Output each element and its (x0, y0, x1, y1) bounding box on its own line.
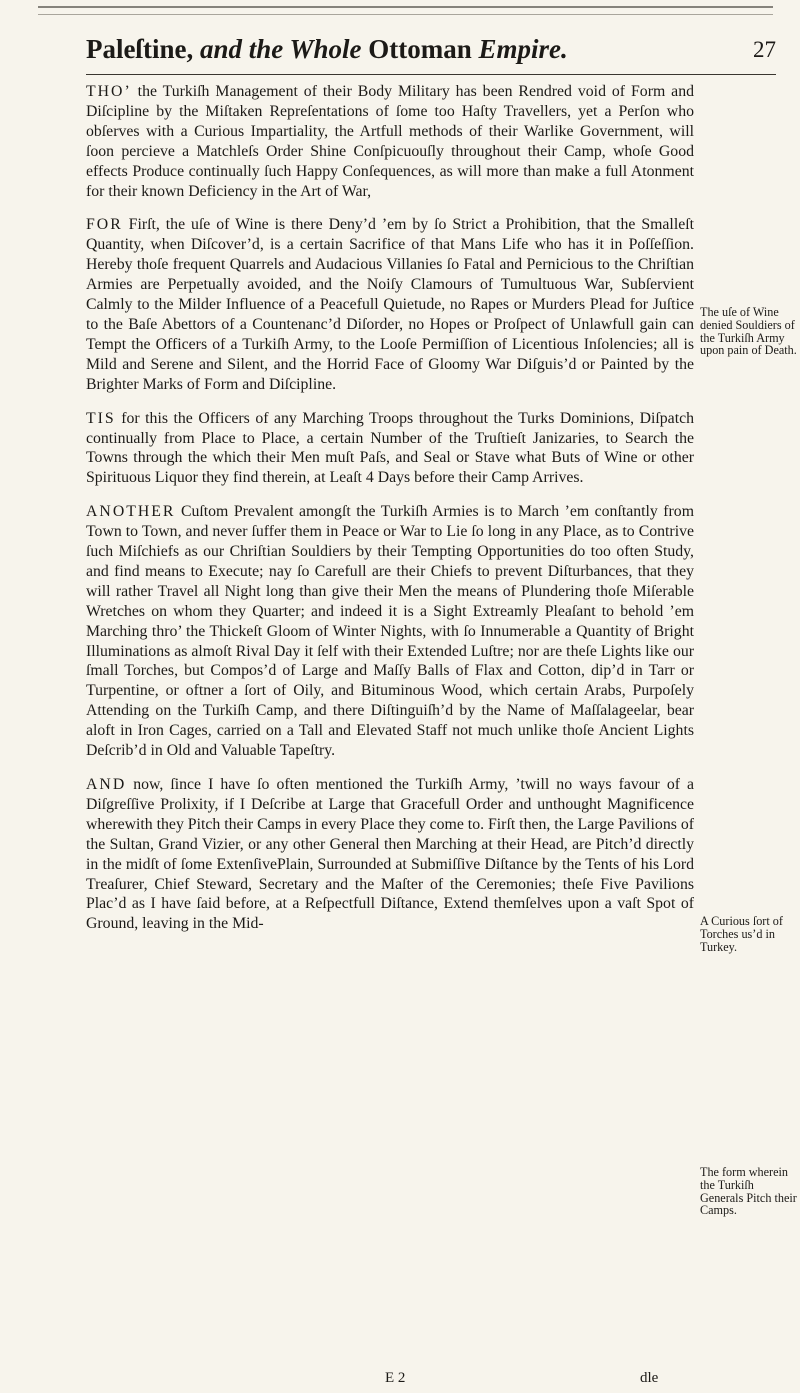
running-header (86, 34, 776, 74)
paragraph: THO’ the Turkiſh Management of their Body Military has been Rendred void of Form and Diſcipline by the Miſtaken Repreſentations of ſome too Haſty Travellers, yet a Perſon who obſerves with a Curious Impartiality, the Artfull methods of their Warlike Government, will ſoon percieve a Matchleſs Order Shine Conſpicuouſly throughout their Camp, whoſe Good effects Produce continually ſuch Happy Conſequences, as will more than make a full Atonment for their known Deficiency in the Art of War, (86, 83, 694, 200)
signature-mark: E 2 (385, 1370, 406, 1386)
paragraph: TIS for this the Officers of any Marching Troops throughout the Turks Dominions, Diſpatch continually from Place to Place, a certain Number of the Truſtieſt Janizaries, to Search the Towns through the which their Men muſt Paſs, and Seal or Stave what Buts of Wine or other Spirituous Liquor they find therein, at Leaſt 4 Days before their Camp Arrives. (86, 409, 694, 487)
page-top-border (38, 6, 773, 15)
running-title: Paleſtine, and the Whole Ottoman Empire. (86, 34, 568, 64)
header-rule (86, 74, 776, 75)
margin-note: The uſe of Wine denied Souldiers of the Turkiſh Army upon pain of Death. (700, 305, 797, 358)
catchword: dle (640, 1370, 659, 1386)
paragraph: FOR Firſt, the uſe of Wine is there Deny’d ’em by ſo Strict a Prohibition, that the Smalleſt Quantity, when Diſcover’d, is a certain Sacrifice of that Mans Life who has it in Poſſeſſion. Hereby thoſe frequent Quarrels and Audacious Villanies ſo Fatal and Pernicious to the Chriſtian Armies are Perpetually avoided, and the Noiſy Clamours of Tumultuous War, Subſervient Calmly to the Milder Influence of a Peacefull Quietude, no Rapes or Murders Plead for Juſtice to the Baſe Abettors of a Countenanc’d Diſorder, no Hopes or Proſpect of Unlawfull gain can Tempt the Officers of a Turkiſh Army, to the Looſe Permiſſion of Licentious Inſolencies; all is Mild and Serene and Silent, and the Horrid Face of Gloomy War Diſguis’d or Painted by the Brighter Marks of Form and Diſcipline. (86, 216, 694, 393)
paragraph: ANOTHER Cuſtom Prevalent amongſt the Turkiſh Armies is to March ’em conſtantly from Town to Town, and never ſuffer them in Peace or War to Lie ſo long in any Place, as to Contrive ſuch Miſchiefs as our Chriſtian Souldiers by their Tempting Opportunities do too often Study, and find means to Execute; nay ſo Carefull are their Chiefs to prevent Diſturbances, that they will rather Travel all Night long than give their Men the means of Plundering thoſe Miſerable Wretches on whom they Quarter; and indeed it is a Sight Extreamly Pleaſant to behold ’em Marching thro’ the Thickeſt Gloom of Winter Nights, with ſo Innumerable a Quantity of Bright Illuminations as almoſt Rival Day it ſelf with their Extended Luſtre; nor are theſe Lights like our ſmall Torches, but Compos’d of Large and Maſſy Balls of Flax and Cotton, dip’d in Tarr or Turpentine, or oftner a ſort of Oily, and Bituminous Wood, which certain Arabs, Purpoſely Attending on the Turkiſh Camp, and there Diſtinguiſh’d by the Name of Maſſalageelar, bear aloft in Iron Cages, carried on a Tall and Elevated Staff not much unlike thoſe Ancient Lights Deſcrib’d in Old and Valuable Tapeſtry. (86, 503, 694, 760)
body-text (86, 82, 694, 948)
margin-note: The form wherein the Turkiſh Generals Pitch their Camps. (700, 1165, 797, 1218)
page-number: 27 (753, 37, 776, 62)
paragraph: AND now, ſince I have ſo often mentioned the Turkiſh Army, ’twill no ways favour of a Diſgreſſive Prolixity, if I Deſcribe at Large that Gracefull Order and unthought Magnificence wherewith they Pitch their Camps in every Place they come to. Firſt then, the Large Pavilions of the Sultan, Grand Vizier, or any other General then Marching at their Head, are Pitch’d directly in the midſt of ſome ExtenſivePlain, Surrounded at Submiſſive Diſtance by the Tents of his Lord Treaſurer, Chief Steward, Secretary and the Maſter of the Ceremonies; theſe Five Pavilions Plac’d as I have ſaid before, at a Reſpectfull Diſtance, Extend themſelves upon a vaſt Spot of Ground, leaving in the Mid- (86, 776, 694, 933)
margin-note: A Curious ſort of Torches us’d in Turkey. (700, 914, 783, 954)
